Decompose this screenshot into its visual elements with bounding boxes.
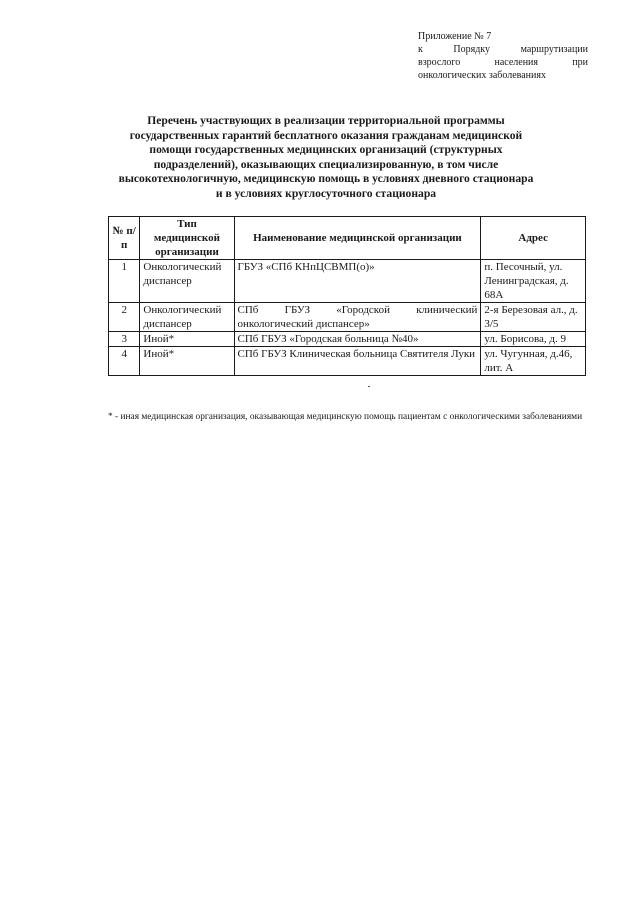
cell-name: СПб ГБУЗ «Городская больница №40» [234, 332, 481, 347]
table-row [109, 347, 586, 376]
cell-name: СПб ГБУЗ Клиническая больница Святителя Луки [234, 347, 481, 376]
cell-type: Иной* [140, 347, 234, 376]
header-type: Тип медицинской организации [140, 217, 234, 260]
cell-num: 4 [109, 347, 140, 376]
title-line: Перечень участвующих в реализации территориальной программы [147, 114, 505, 127]
organizations-table [108, 216, 586, 376]
cell-type: Иной* [140, 332, 234, 347]
appendix-note [418, 30, 588, 82]
cell-type: Онкологический диспансер [140, 260, 234, 303]
cell-address: ул. Борисова, д. 9 [481, 332, 586, 347]
cell-num: 2 [109, 303, 140, 332]
title-line: помощи государственных медицинских организаций (структурных [149, 143, 503, 157]
cell-address: ул. Чугунная, д.46, лит. А [481, 347, 586, 376]
appendix-line: к Порядку маршрутизации [418, 44, 588, 55]
table-row [109, 260, 586, 303]
cell-address: 2-я Березовая ал., д. 3/5 [481, 303, 586, 332]
header-address: Адрес [481, 217, 586, 260]
title-line: подразделений), оказывающих специализированную, в том числе [153, 157, 499, 171]
title-line: высокотехнологичную, медицинскую помощь в условиях дневного стационара [118, 172, 534, 186]
title-line: и в условиях круглосуточного стационара [215, 186, 437, 200]
header-num: № п/п [109, 217, 140, 260]
table-row [109, 332, 586, 347]
cell-name: ГБУЗ «СПб КНпЦСВМП(о)» [234, 260, 481, 303]
cell-address: п. Песочный, ул. Ленинградская, д. 68А [481, 260, 586, 303]
appendix-number: Приложение № 7 [418, 31, 492, 42]
cell-num: 1 [109, 260, 140, 303]
cell-type: Онкологический диспансер [140, 303, 234, 332]
header-name: Наименование медицинской организации [234, 217, 481, 260]
scan-speck [368, 386, 370, 387]
cell-name: СПб ГБУЗ «Городской клинический онкологический диспансер» [234, 303, 481, 332]
cell-num: 3 [109, 332, 140, 347]
title-line: государственных гарантий бесплатного оказания гражданам медицинской [129, 128, 523, 142]
document-title [110, 114, 542, 202]
table-row [109, 303, 586, 332]
footnote: * - иная медицинская организация, оказывающая медицинскую помощь пациентам с онкологическими заболеваниями [108, 412, 583, 422]
table-header-row [109, 217, 586, 260]
appendix-line: онкологических заболеваниях [418, 70, 546, 81]
appendix-line: взрослого населения при [418, 57, 588, 68]
